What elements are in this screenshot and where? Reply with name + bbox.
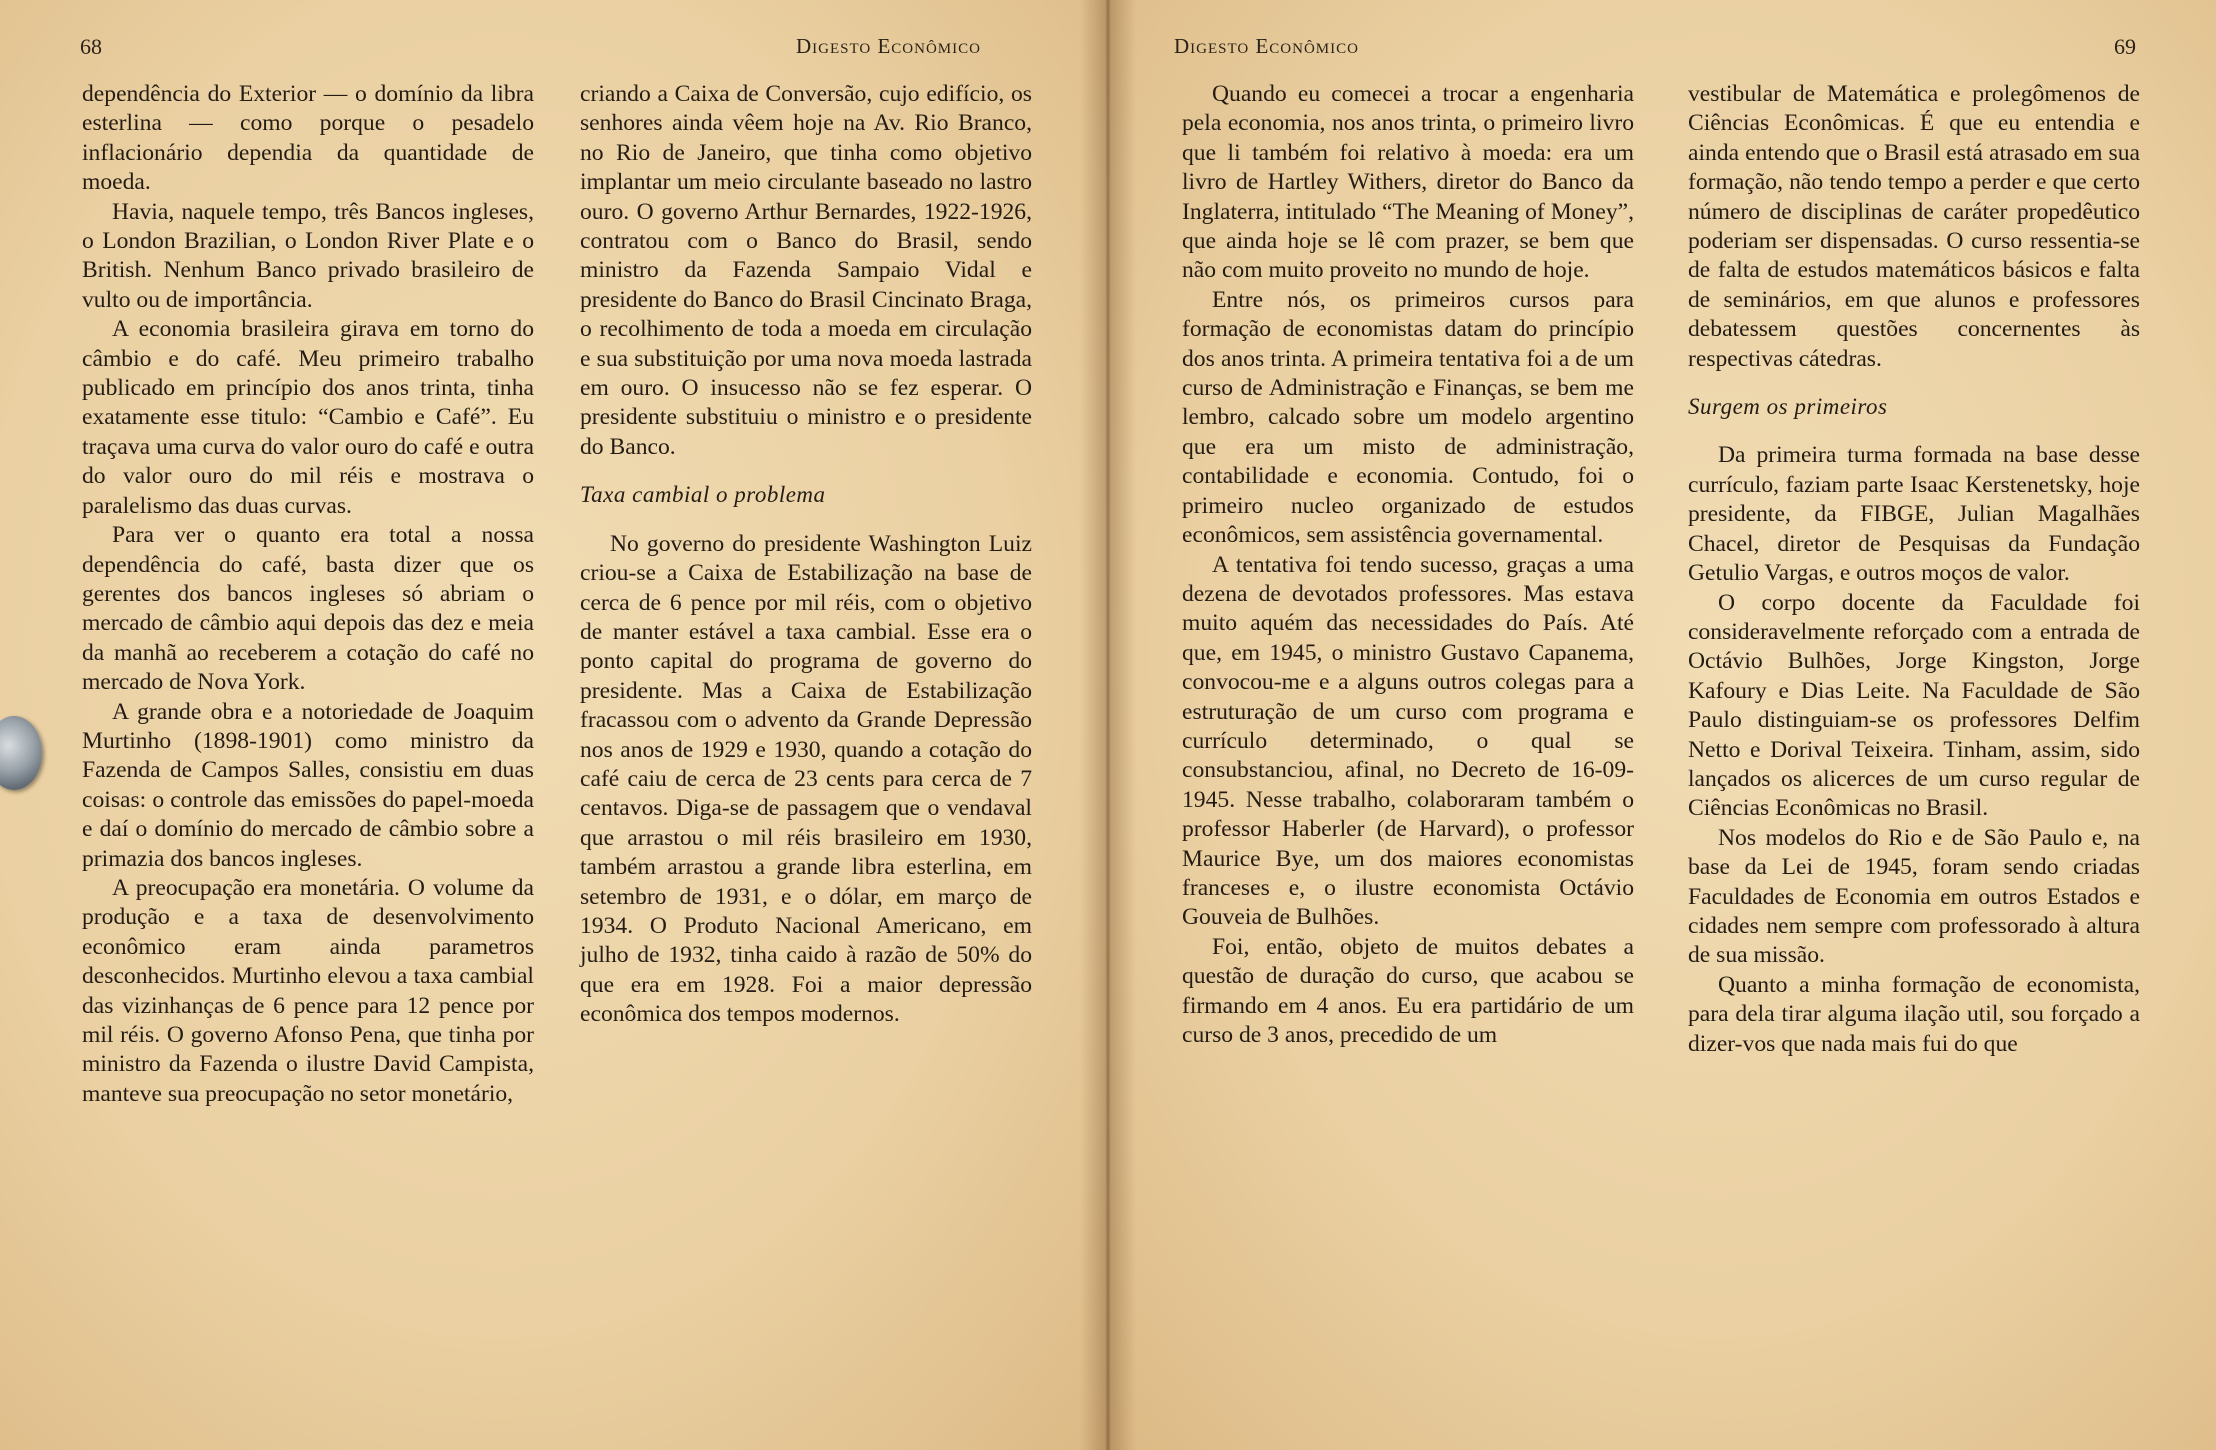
right-page-column-2 — [1688, 80, 2140, 1059]
paragraph: No governo do presidente Washington Luiz criou-se a Caixa de Estabilização na base de cerca de 6 pence por mil réis, com o objetivo de manter estável a taxa cambial. Esse era o ponto capital do programa de governo do presidente. Mas a Caixa de Estabilização fracassou com o advento da Grande Depressão nos anos de 1929 e 1930, quando a cotação do café caiu de cerca de 23 cents para cerca de 7 centavos. Diga-se de passagem que o vendaval que arrastou o mil réis brasileiro em 1930, também arrastou a grande libra esterlina, em setembro de 1931, e o dólar, em março de 1934. O Produto Nacional Americano, em julho de 1932, tinha caido à razão de 50% do que era em 1928. Foi a maior depressão econômica dos tempos modernos. — [580, 530, 1032, 1028]
paragraph: vestibular de Matemática e prolegômenos de Ciências Econômicas. É que eu entendia e ainda entendo que o Brasil está atrasado em sua formação, não tendo tempo a perder e que certo número de disciplinas de caráter propedêutico poderiam ser dispensadas. O curso ressentia-se de falta de estudos matemáticos básicos e falta de seminários, em que alunos e professores debatessem questões concernentes às respectivas cátedras. — [1688, 81, 2140, 372]
paragraph: Para ver o quanto era total a nossa dependência do café, basta dizer que os gerentes dos bancos ingleses só abriam o mercado de câmbio aqui depois das dez e meia da manhã ao receberem a cotação do café no mercado de Nova York. — [82, 522, 534, 696]
paragraph: Da primeira turma formada na base desse currículo, faziam parte Isaac Kerstenetsky, hoje presidente, da FIBGE, Julian Magalhães Chacel, diretor de Pesquisas da Fundação Getulio Vargas, e outros moços de valor. — [1688, 442, 2140, 587]
right-page — [1108, 0, 2216, 1450]
paragraph: A tentativa foi tendo sucesso, graças a uma dezena de devotados professores. Mas estava muito aquém das necessidades do País. Até que, em 1945, o ministro Gustavo Capanema, convocou-me e a alguns outros colegas para a estruturação de um curso com programa e currículo determinado, o qual se consubstanciou, afinal, no Decreto de 16-09-1945. Nesse trabalho, colaboraram também o professor Haberler (de Harvard), o professor Maurice Bye, um dos maiores economistas franceses e, o ilustre economista Octávio Gouveia de Bulhões. — [1182, 551, 1634, 931]
left-page-column-2 — [580, 80, 1032, 1030]
paragraph: A preocupação era monetária. O volume da produção e a taxa de desenvolvimento econômico eram ainda parametros desconhecidos. Murtinho elevou a taxa cambial das vizinhanças de 6 pence para 12 pence por mil réis. O governo Afonso Pena, que tinha por ministro da Fazenda o ilustre David Campista, manteve sua preocupação no setor monetário, — [82, 874, 534, 1107]
left-running-head: Digesto Econômico — [796, 34, 981, 58]
section-heading: Surgem os primeiros — [1688, 394, 1888, 420]
left-page-column-1 — [82, 80, 534, 1109]
paragraph: Havia, naquele tempo, três Bancos ingleses, o London Brazilian, o London River Plate e o British. Nenhum Banco privado brasileiro de vulto ou de importância. — [82, 198, 534, 313]
metal-clip — [0, 716, 42, 790]
right-page-number: 69 — [2114, 34, 2136, 59]
paragraph: criando a Caixa de Conversão, cujo edifício, os senhores ainda vêem hoje na Av. Rio Branco, no Rio de Janeiro, que tinha como objetivo implantar um meio circulante baseado no lastro ouro. O governo Arthur Bernardes, 1922-1926, contratou com o Banco do Brasil, sendo ministro da Fazenda Sampaio Vidal e presidente do Banco do Brasil Cincinato Braga, o recolhimento de toda a moeda em circulação e sua substituição por uma nova moeda lastrada em ouro. O insucesso não se fez esperar. O presidente substituiu o ministro e o presidente do Banco. — [580, 81, 1032, 460]
paragraph: Foi, então, objeto de muitos debates a questão de duração do curso, que acabou se firmando em 4 anos. Eu era partidário de um curso de 3 anos, precedido de um — [1182, 933, 1634, 1048]
paragraph: O corpo docente da Faculdade foi consideravelmente reforçado com a entrada de Octávio Bulhões, Jorge Kingston, Jorge Kafoury e Dias Leite. Na Faculdade de São Paulo distinguiam-se os professores Delfim Netto e Dorival Teixeira. Tinham, assim, sido lançados os alicerces de um curso regular de Ciências Econômicas no Brasil. — [1688, 589, 2140, 822]
paragraph: dependência do Exterior — o domínio da libra esterlina — como porque o pesadelo inflacionário dependia da quantidade de moeda. — [82, 81, 534, 196]
paragraph: Entre nós, os primeiros cursos para formação de economistas datam do princípio dos anos trinta. A primeira tentativa foi a de um curso de Administração e Finanças, se bem me lembro, calcado sobre um modelo argentino que era um misto de administração, contabilidade e economia. Contudo, foi o primeiro nucleo organizado de estudos econômicos, sem assistência governamental. — [1182, 286, 1634, 549]
section-heading: Taxa cambial o problema — [580, 482, 826, 508]
paragraph: Nos modelos do Rio e de São Paulo e, na base da Lei de 1945, foram sendo criadas Faculdades de Economia em outros Estados e cidades nem sempre com professorado à altura de sua missão. — [1688, 824, 2140, 969]
paragraph: A grande obra e a notoriedade de Joaquim Murtinho (1898-1901) como ministro da Fazenda de Campos Salles, consistiu em duas coisas: o controle das emissões do papel-moeda e daí o domínio do mercado de câmbio sobre a primazia dos bancos ingleses. — [82, 698, 534, 872]
left-page-number: 68 — [80, 34, 102, 59]
paragraph: Quando eu comecei a trocar a engenharia pela economia, nos anos trinta, o primeiro livro que li também foi relativo à moeda: era um livro de Hartley Withers, diretor do Banco da Inglaterra, intitulado “The Meaning of Money”, que ainda hoje se lê com prazer, se bem que não com muito proveito no mundo de hoje. — [1182, 81, 1634, 284]
right-page-column-1 — [1182, 80, 1634, 1050]
right-running-head: Digesto Econômico — [1174, 34, 1359, 58]
paragraph: A economia brasileira girava em torno do câmbio e do café. Meu primeiro trabalho publicado em princípio dos anos trinta, tinha exatamente esse titulo: “Cambio e Café”. Eu traçava uma curva do valor ouro do café e outra do valor ouro do mil réis e mostrava o paralelismo das duas curvas. — [82, 316, 534, 519]
paragraph: Quanto a minha formação de economista, para dela tirar alguma ilação util, sou forçado a dizer-vos que nada mais fui do que — [1688, 971, 2140, 1057]
book-gutter — [1080, 0, 1136, 1450]
